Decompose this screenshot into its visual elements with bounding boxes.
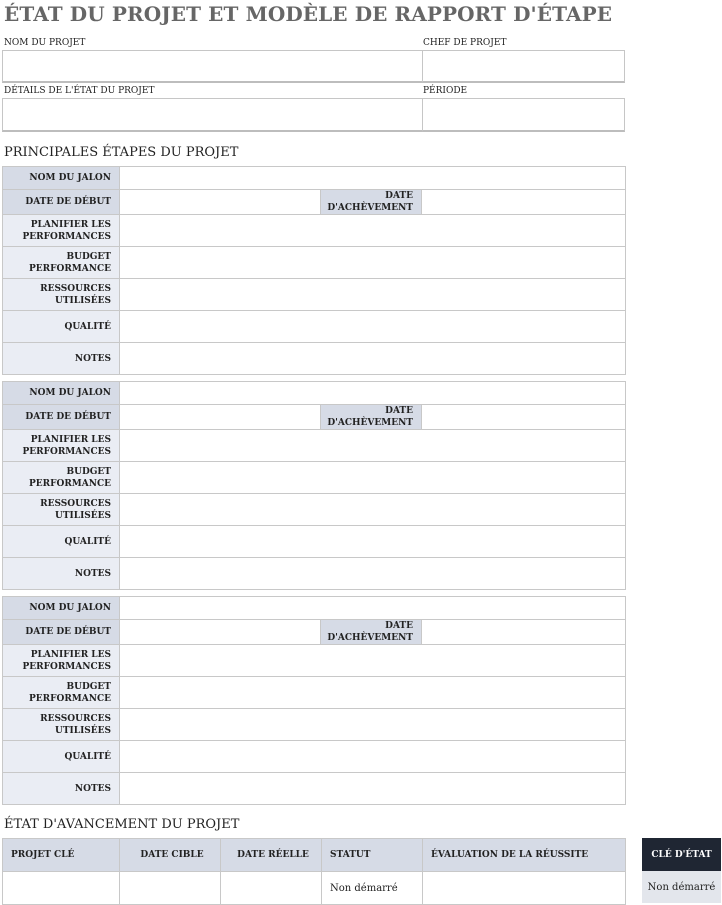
start-date-label: DATE DE DÉBUT: [3, 190, 120, 215]
notes-label: NOTES: [3, 558, 120, 590]
budget-performance-field[interactable]: [120, 462, 626, 494]
plan-performance-label: PLANIFIER LES PERFORMANCES: [3, 215, 120, 247]
status-key-header: CLÉ D'ÉTAT: [642, 838, 721, 871]
status-table: [2, 838, 626, 905]
plan-performance-field[interactable]: [120, 645, 626, 677]
quality-label: QUALITÉ: [3, 311, 120, 343]
quality-label: QUALITÉ: [3, 741, 120, 773]
target-date-cell[interactable]: [120, 872, 221, 905]
milestone-name-field[interactable]: [120, 167, 626, 190]
start-date-label: DATE DE DÉBUT: [3, 405, 120, 430]
quality-field[interactable]: [120, 741, 626, 773]
end-date-field[interactable]: [422, 190, 626, 215]
milestone-table-3: [2, 596, 626, 805]
milestone-name-label: NOM DU JALON: [3, 167, 120, 190]
notes-field[interactable]: [120, 773, 626, 805]
milestone-name-label: NOM DU JALON: [3, 382, 120, 405]
project-manager-label: CHEF DE PROJET: [423, 38, 507, 48]
resources-used-label: RESSOURCES UTILISÉES: [3, 494, 120, 526]
milestone-table-2: [2, 381, 626, 590]
resources-used-label: RESSOURCES UTILISÉES: [3, 709, 120, 741]
evaluation-cell[interactable]: [423, 872, 626, 905]
resources-used-field[interactable]: [120, 709, 626, 741]
budget-performance-label: BUDGET PERFORMANCE: [3, 462, 120, 494]
project-manager-field[interactable]: [422, 50, 625, 83]
budget-performance-label: BUDGET PERFORMANCE: [3, 677, 120, 709]
plan-performance-label: PLANIFIER LES PERFORMANCES: [3, 645, 120, 677]
key-project-cell[interactable]: [3, 872, 120, 905]
notes-field[interactable]: [120, 558, 626, 590]
milestone-name-field[interactable]: [120, 597, 626, 620]
end-date-label: DATE D'ACHÈVEMENT: [321, 620, 422, 645]
milestone-name-field[interactable]: [120, 382, 626, 405]
status-cell[interactable]: Non démarré: [322, 872, 423, 905]
quality-field[interactable]: [120, 526, 626, 558]
plan-performance-field[interactable]: [120, 215, 626, 247]
start-date-field[interactable]: [120, 190, 321, 215]
quality-label: QUALITÉ: [3, 526, 120, 558]
end-date-field[interactable]: [422, 620, 626, 645]
project-name-label: NOM DU PROJET: [4, 38, 86, 48]
notes-label: NOTES: [3, 343, 120, 375]
table-row: [3, 872, 626, 905]
status-details-label: DÉTAILS DE L'ÉTAT DU PROJET: [4, 86, 155, 96]
resources-used-label: RESSOURCES UTILISÉES: [3, 279, 120, 311]
start-date-field[interactable]: [120, 620, 321, 645]
project-name-field[interactable]: [2, 50, 423, 83]
page-title: ÉTAT DU PROJET ET MODÈLE DE RAPPORT D'ÉTAPE: [4, 2, 613, 26]
budget-performance-field[interactable]: [120, 677, 626, 709]
resources-used-field[interactable]: [120, 279, 626, 311]
status-heading: ÉTAT D'AVANCEMENT DU PROJET: [4, 817, 240, 832]
end-date-field[interactable]: [422, 405, 626, 430]
period-label: PÉRIODE: [423, 86, 468, 96]
actual-date-cell[interactable]: [221, 872, 322, 905]
period-field[interactable]: [422, 98, 625, 132]
quality-field[interactable]: [120, 311, 626, 343]
end-date-label: DATE D'ACHÈVEMENT: [321, 405, 422, 430]
status-header-target-date: DATE CIBLE: [120, 839, 221, 872]
notes-label: NOTES: [3, 773, 120, 805]
plan-performance-field[interactable]: [120, 430, 626, 462]
status-header-key-project: PROJET CLÉ: [3, 839, 120, 872]
budget-performance-label: BUDGET PERFORMANCE: [3, 247, 120, 279]
status-header-evaluation: ÉVALUATION DE LA RÉUSSITE: [423, 839, 626, 872]
status-header-status: STATUT: [322, 839, 423, 872]
status-details-field[interactable]: [2, 98, 423, 132]
milestone-table-1: [2, 166, 626, 375]
milestone-name-label: NOM DU JALON: [3, 597, 120, 620]
resources-used-field[interactable]: [120, 494, 626, 526]
status-key: [642, 838, 721, 903]
milestones-heading: PRINCIPALES ÉTAPES DU PROJET: [4, 145, 239, 160]
status-header-actual-date: DATE RÉELLE: [221, 839, 322, 872]
plan-performance-label: PLANIFIER LES PERFORMANCES: [3, 430, 120, 462]
end-date-label: DATE D'ACHÈVEMENT: [321, 190, 422, 215]
budget-performance-field[interactable]: [120, 247, 626, 279]
status-key-value: Non démarré: [642, 871, 721, 903]
start-date-field[interactable]: [120, 405, 321, 430]
start-date-label: DATE DE DÉBUT: [3, 620, 120, 645]
notes-field[interactable]: [120, 343, 626, 375]
